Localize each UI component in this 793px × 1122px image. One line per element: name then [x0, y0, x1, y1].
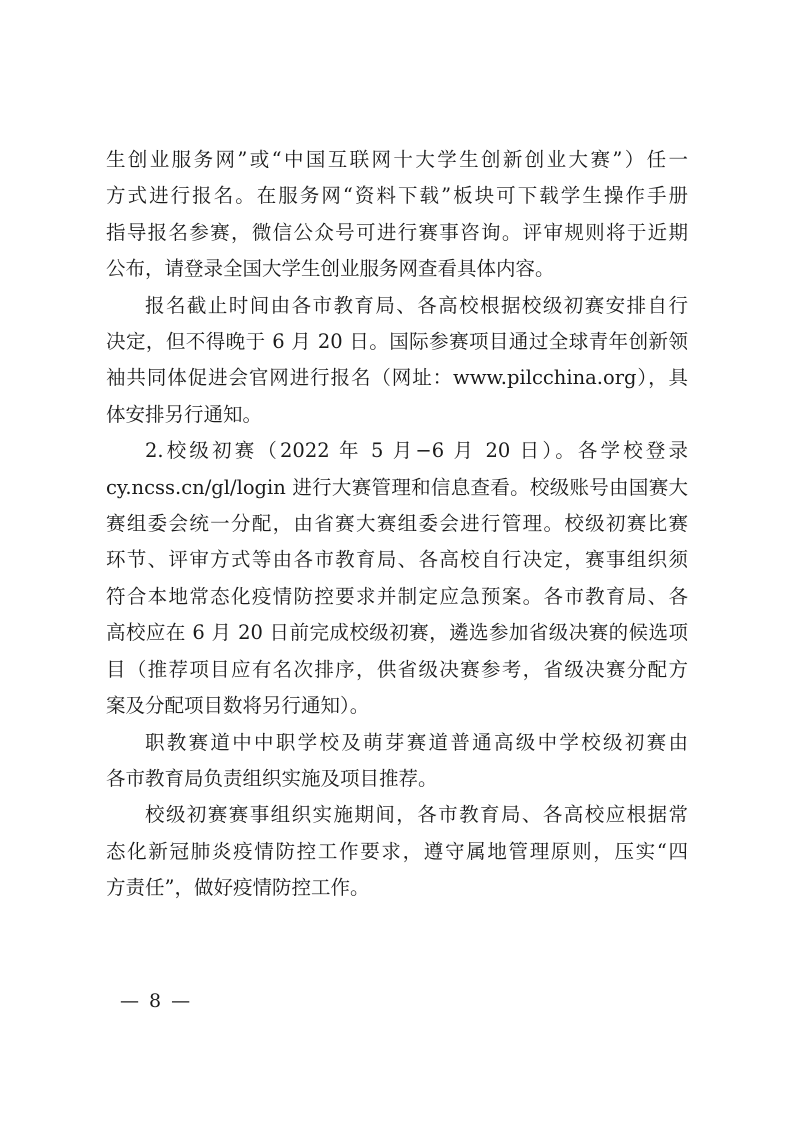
text-line: 校级初赛赛事组织实施期间，各市教育局、各高校应根据常	[145, 803, 688, 827]
text-line: 各市教育局负责组织实施及项目推荐。	[106, 766, 438, 790]
text-line: 方责任”，做好疫情防控工作。	[106, 876, 370, 900]
text-line: 环节、评审方式等由各市教育局、各高校自行决定，赛事组织须	[106, 548, 688, 572]
text-line: 生创业服务网”或“中国互联网十大学生创新创业大赛”）任一	[106, 148, 688, 171]
paragraph-school-preliminary	[106, 433, 688, 724]
text-line: 袖共同体促进会官网进行报名（网址：www.pilcchina.org），具	[106, 366, 688, 390]
text-line: 目（推荐项目应有名次排序，供省级决赛参考，省级决赛分配方	[106, 657, 688, 681]
text-line: 方式进行报名。在服务网“资料下载”板块可下载学生操作手册	[106, 184, 688, 208]
text-line: 2.校级初赛（2022 年 5 月−6 月 20 日）。各学校登录	[145, 439, 688, 463]
paragraph-epidemic-control	[106, 797, 688, 906]
text-line: 高校应在 6 月 20 日前完成校级初赛，遴选参加省级决赛的候选项	[106, 621, 688, 645]
paragraph-registration-methods	[106, 142, 688, 288]
page-number: — 8 —	[120, 990, 193, 1012]
paragraph-vocational-track	[106, 725, 688, 798]
paragraph-registration-deadline	[106, 288, 688, 434]
text-line: 符合本地常态化疫情防控要求并制定应急预案。各市教育局、各	[106, 584, 688, 608]
text-line: 职教赛道中中职学校及萌芽赛道普通高级中学校级初赛由	[145, 730, 688, 754]
text-line: 指导报名参赛，微信公众号可进行赛事咨询。评审规则将于近期	[106, 220, 688, 244]
text-line: 决定，但不得晚于 6 月 20 日。国际参赛项目通过全球青年创新领	[106, 330, 688, 354]
text-line: 赛组委会统一分配，由省赛大赛组委会进行管理。校级初赛比赛	[106, 512, 688, 536]
text-line: 体安排另行通知。	[106, 402, 263, 426]
document-body	[106, 142, 688, 907]
text-line: 态化新冠肺炎疫情防控工作要求，遵守属地管理原则，压实“四	[106, 839, 688, 863]
text-line: 报名截止时间由各市教育局、各高校根据校级初赛安排自行	[145, 293, 688, 317]
text-line: 案及分配项目数将另行通知）。	[106, 694, 370, 718]
text-line: 公布，请登录全国大学生创业服务网查看具体内容。	[106, 257, 555, 281]
text-line: cy.ncss.cn/gl/login 进行大赛管理和信息查看。校级账号由国赛大	[106, 475, 688, 499]
